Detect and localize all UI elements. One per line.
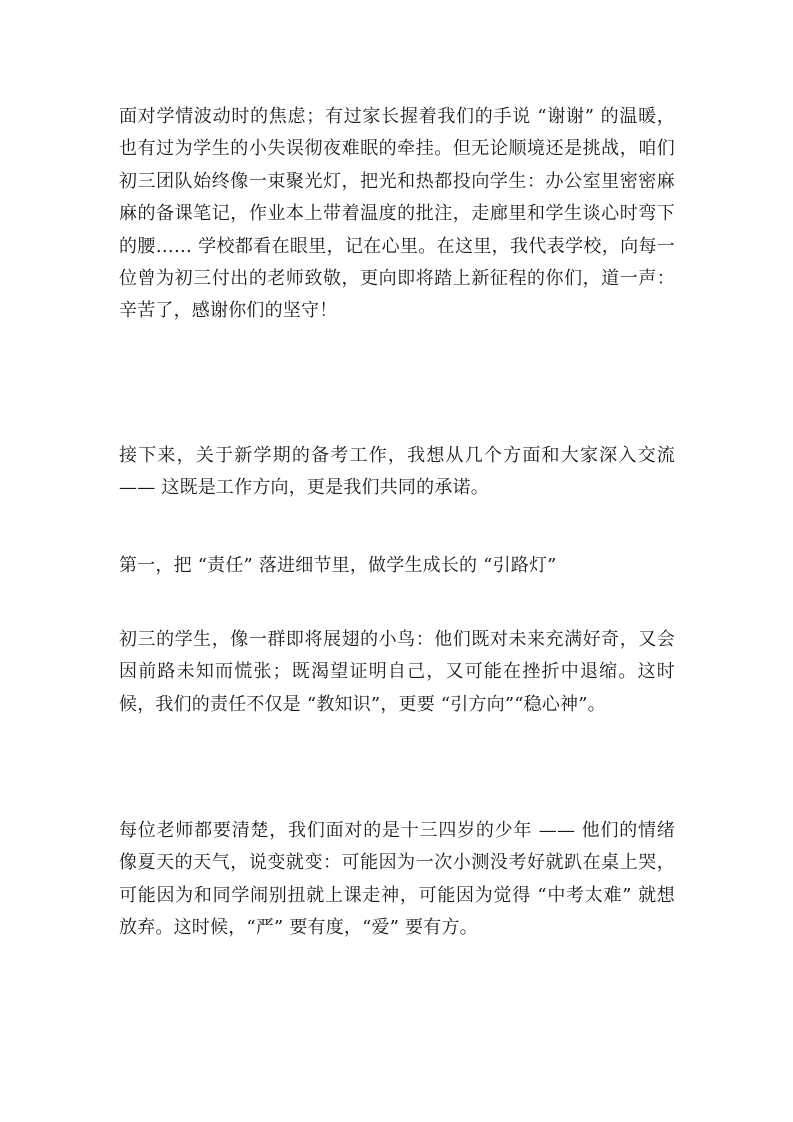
paragraph-teachers: 每位老师都要清楚，我们面对的是十三四岁的少年 —— 他们的情绪像夏天的天气，说变就变：可能因为一次小测没考好就趴在桌上哭，可能因为和同学闹别扭就上课走神，可能因为觉得 “中考太难” 就想放弃。这时候，“严” 要有度，“爱” 要有方。	[119, 820, 675, 939]
paragraph-intro: 接下来，关于新学期的备考工作，我想从几个方面和大家深入交流 —— 这既是工作方向，更是我们共同的承诺。	[119, 445, 675, 499]
section-heading-responsibility: 第一，把 “责任” 落进细节里，做学生成长的 “引路灯”	[119, 555, 557, 576]
paragraph-gratitude: 面对学情波动时的焦虑；有过家长握着我们的手说 “谢谢” 的温暖，也有过为学生的小失误彻夜难眠的牵挂。但无论顺境还是挑战，咱们初三团队始终像一束聚光灯，把光和热都投向学生：办公室里密密麻麻的备课笔记，作业本上带着温度的批注，走廊里和学生谈心时弯下的腰…… 学校都看在眼里，记在心里。在这里，我代表学校，向每一位曾为初三付出的老师致敬，更向即将踏上新征程的你们，道一声：辛苦了，感谢你们的坚守！	[119, 106, 675, 322]
paragraph-students: 初三的学生，像一群即将展翅的小鸟：他们既对未来充满好奇，又会因前路未知而慌张；既渴望证明自己，又可能在挫折中退缩。这时候，我们的责任不仅是 “教知识”，更要 “引方向”“稳心神”。	[119, 629, 675, 715]
